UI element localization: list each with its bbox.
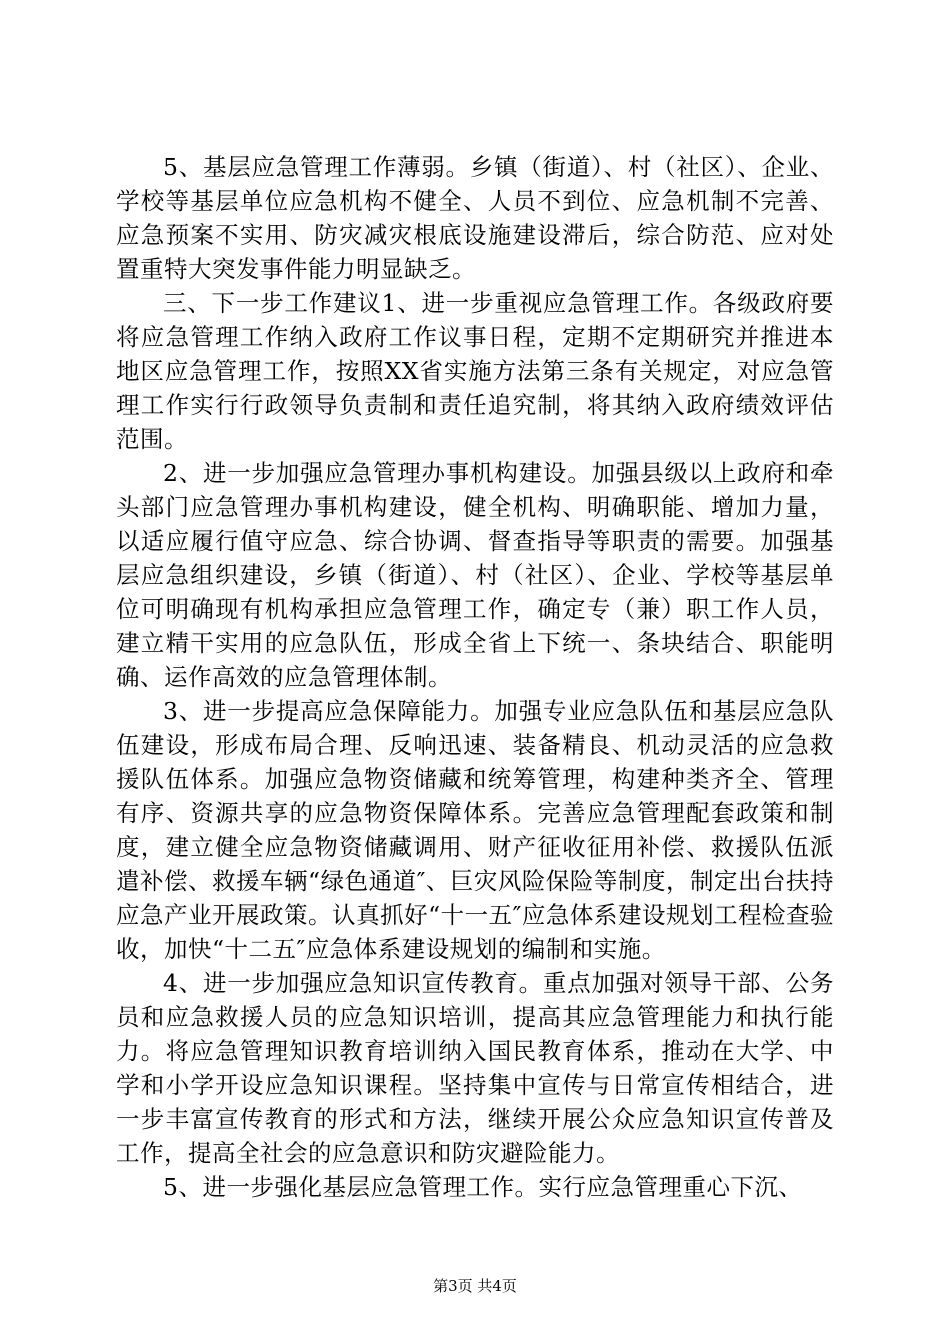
paragraph-recommendation-3: 3、进一步提高应急保障能力。加强专业应急队伍和基层应急队伍建设，形成布局合理、反响迅速、装备精良、机动灵活的应急救援队伍体系。加强应急物资储藏和统筹管理，构建种类齐全、管理有序、资源共享的应急物资保障体系。完善应急管理配套政策和制度，建立健全应急物资储藏调用、财产征收征用补偿、救援队伍派遣补偿、救援车辆“绿色通道″、巨灾风险保险等制度，制定出台扶持应急产业开展政策。认真抓好“十一五″应急体系建设规划工程检查验收，加快“十二五″应急体系建设规划的编制和实施。 (116, 697, 834, 963)
paragraph-grassroots-weakness: 5、基层应急管理工作薄弱。乡镇（街道）、村（社区）、企业、学校等基层单位应急机构不健全、人员不到位、应急机制不完善、应急预案不实用、防灾减灾根底设施建设滞后，综合防范、应对处置重特大突发事件能力明显缺乏。 (116, 153, 834, 283)
document-body (116, 150, 834, 1204)
paragraph-recommendation-1: 三、下一步工作建议1、进一步重视应急管理工作。各级政府要将应急管理工作纳入政府工作议事日程，定期不定期研究并推进本地区应急管理工作，按照XX省实施方法第三条有关规定，对应急管理工作实行行政领导负责制和责任追究制，将其纳入政府绩效评估范围。 (116, 289, 834, 453)
page-footer: 第3页 共4页 (433, 1277, 517, 1295)
paragraph-recommendation-2: 2、进一步加强应急管理办事机构建设。加强县级以上政府和牵头部门应急管理办事机构建设，健全机构、明确职能、增加力量，以适应履行值守应急、综合协调、督查指导等职责的需要。加强基层应急组织建设，乡镇（街道）、村（社区）、企业、学校等基层单位可明确现有机构承担应急管理工作，确定专（兼）职工作人员，建立精干实用的应急队伍，形成全省上下统一、条块结合、职能明确、运作高效的应急管理体制。 (116, 459, 834, 691)
paragraph-recommendation-4: 4、进一步加强应急知识宣传教育。重点加强对领导干部、公务员和应急救援人员的应急知识培训，提高其应急管理能力和执行能力。将应急管理知识教育培训纳入国民教育体系，推动在大学、中学和小学开设应急知识课程。坚持集中宣传与日常宣传相结合，进一步丰富宣传教育的形式和方法，继续开展公众应急知识宣传普及工作，提高全社会的应急意识和防灾避险能力。 (116, 969, 834, 1167)
paragraph-recommendation-5: 5、进一步强化基层应急管理工作。实行应急管理重心下沉、 (163, 1173, 803, 1201)
